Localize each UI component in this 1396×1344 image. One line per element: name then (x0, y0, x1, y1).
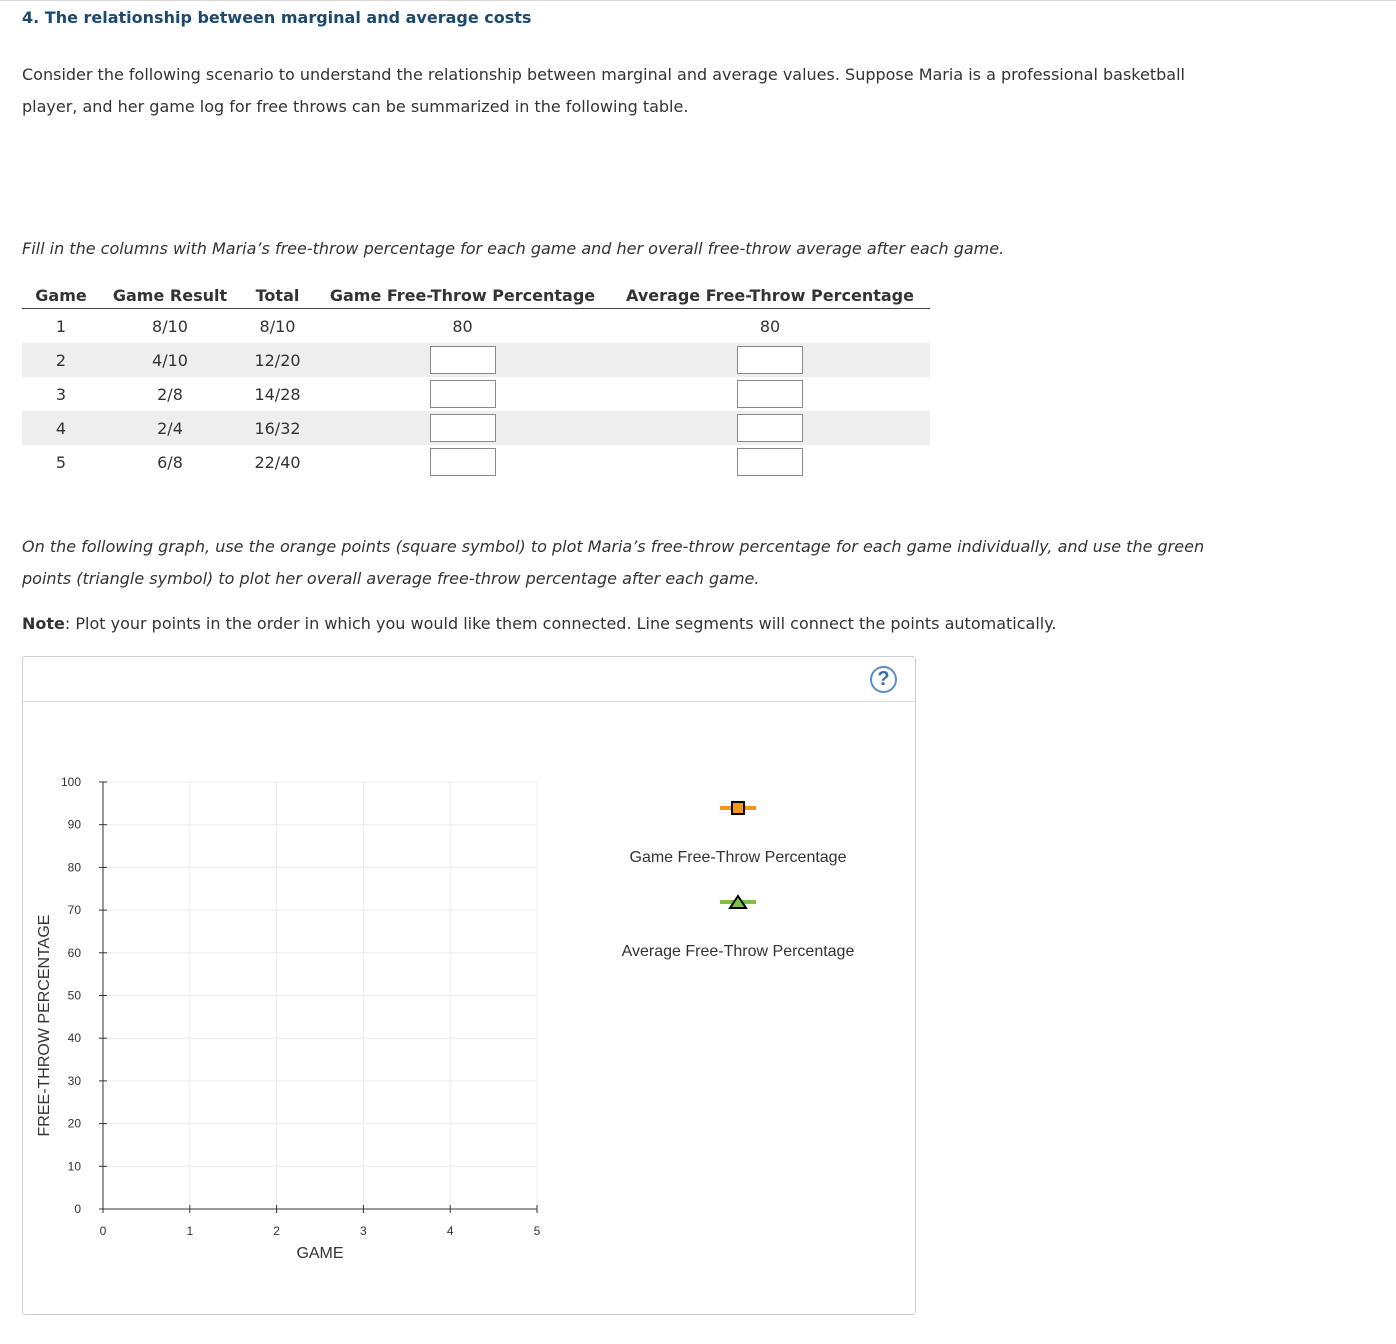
y-tick-label: 30 (67, 1073, 81, 1088)
header-game-pct: Game Free-Throw Percentage (315, 282, 610, 309)
cell-game-pct: 80 (452, 316, 473, 336)
intro-paragraph: Consider the following scenario to understand the relationship between marginal and average values. Suppose Maria is a professional basketball player, and her game log for free throws can be summarized in the following table. (22, 65, 1185, 116)
y-tick-label: 20 (67, 1116, 81, 1131)
table-row (22, 309, 930, 344)
top-divider (0, 0, 1396, 1)
table-row (22, 343, 930, 377)
y-tick-label: 90 (67, 817, 81, 832)
chart-grid (103, 782, 537, 1209)
y-tick-label: 60 (67, 945, 81, 960)
chart-legend (622, 802, 855, 960)
avg-pct-input-4[interactable] (737, 414, 803, 442)
chart-axes (61, 775, 541, 1238)
cell-total: 12/20 (240, 343, 315, 377)
cell-result: 6/8 (157, 452, 183, 472)
cell-total: 22/40 (254, 452, 301, 472)
cell-game: 2 (22, 343, 100, 377)
x-axis-label: GAME (296, 1245, 344, 1262)
graph-panel (22, 656, 916, 1315)
note (22, 611, 1056, 637)
note-text: : Plot your points in the order in which you would like them connected. Line segments will connect the points automatically. (64, 614, 1057, 633)
cell-game: 1 (55, 316, 67, 336)
y-tick-label: 0 (74, 1202, 81, 1216)
header-avg-pct: Average Free-Throw Percentage (610, 282, 930, 309)
y-tick-label: 10 (67, 1159, 81, 1174)
table-row (22, 445, 930, 479)
x-tick-label: 0 (99, 1224, 107, 1238)
y-tick-label: 70 (67, 903, 81, 918)
y-tick-label: 40 (67, 1031, 81, 1046)
table-instruction: Fill in the columns with Maria’s free-throw percentage for each game and her overall free-throw average after each game. (22, 239, 1005, 258)
table-row (22, 377, 930, 411)
cell-avg-pct: 80 (759, 316, 781, 336)
avg-pct-input-3[interactable] (737, 380, 803, 408)
table-row (22, 411, 930, 445)
game-pct-input-5[interactable] (430, 448, 496, 476)
x-tick-label: 2 (273, 1224, 280, 1238)
free-throw-chart[interactable] (23, 657, 915, 1314)
legend-game-pct[interactable] (630, 802, 847, 866)
help-icon[interactable]: ? (870, 666, 897, 693)
y-axis-label: FREE-THROW PERCENTAGE (36, 914, 53, 1137)
header-game-result: Game Result (100, 282, 240, 309)
graph-instruction: On the following graph, use the orange points (square symbol) to plot Maria’s free-throw percentage for each game individually, and use the green points (triangle symbol) to plot her overall average free-throw percentage after each game. (22, 537, 1205, 588)
legend-label-avg: Average Free-Throw Percentage (621, 943, 855, 960)
x-tick-label: 3 (360, 1224, 367, 1238)
y-tick-label: 100 (60, 775, 81, 789)
square-marker-icon (732, 802, 744, 814)
cell-game: 5 (55, 452, 67, 472)
game-pct-input-4[interactable] (430, 414, 496, 442)
free-throw-table (22, 282, 930, 479)
cell-total: 14/28 (254, 384, 301, 404)
cell-game: 4 (22, 411, 100, 445)
header-game: Game (22, 282, 100, 309)
legend-avg-pct[interactable] (622, 896, 855, 960)
x-tick-label: 1 (186, 1224, 194, 1238)
cell-total: 16/32 (240, 411, 315, 445)
header-total: Total (240, 282, 315, 309)
legend-label-game: Game Free-Throw Percentage (629, 849, 847, 866)
y-tick-label: 80 (67, 860, 81, 875)
avg-pct-input-2[interactable] (737, 346, 803, 374)
y-tick-label: 50 (67, 988, 81, 1003)
avg-pct-input-5[interactable] (737, 448, 803, 476)
game-pct-input-3[interactable] (430, 380, 496, 408)
x-tick-label: 4 (446, 1224, 454, 1238)
cell-result: 2/8 (157, 384, 183, 404)
cell-result: 8/10 (152, 316, 188, 336)
game-pct-input-2[interactable] (430, 346, 496, 374)
cell-total: 8/10 (259, 316, 296, 336)
cell-result: 4/10 (100, 343, 240, 377)
note-label: Note (22, 614, 65, 633)
x-tick-label: 5 (533, 1224, 541, 1238)
question-title: 4. The relationship between marginal and average costs (22, 8, 532, 27)
cell-game: 3 (55, 384, 67, 404)
cell-result: 2/4 (100, 411, 240, 445)
